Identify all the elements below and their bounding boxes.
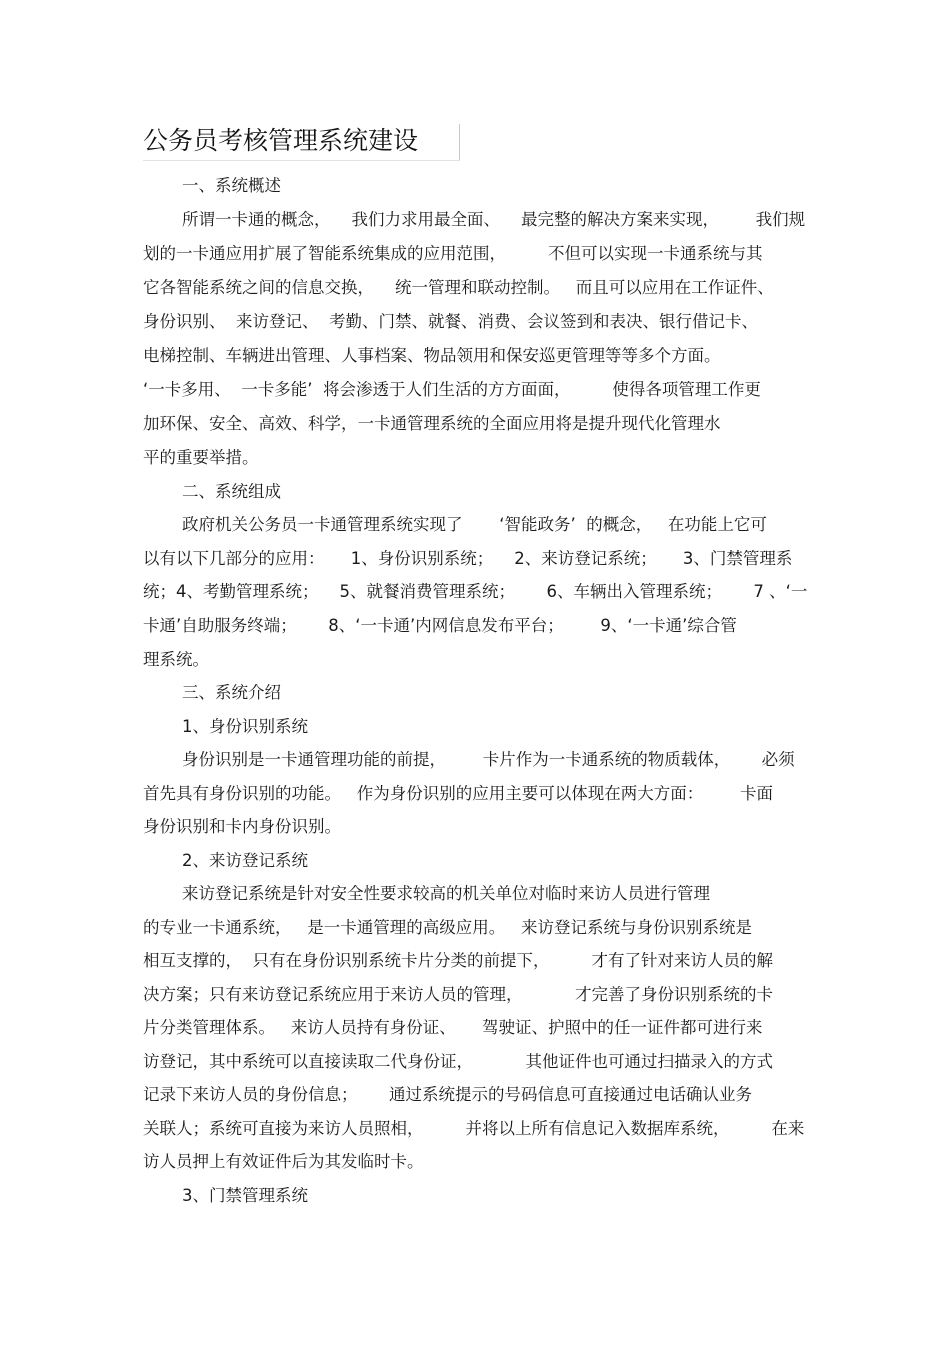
paragraph-line: 统；4、考勤管理系统； 5、就餐消费管理系统； 6、车辆出入管理系统； 7 、‘一 [143,582,808,601]
paragraph-line: 理系统。 [143,650,209,669]
paragraph-line: 身份识别是一卡通管理功能的前提， 卡片作为一卡通系统的物质载体， 必须 [182,750,795,769]
paragraph-line: 电梯控制、车辆进出管理、人事档案、物品领用和保安巡更管理等等多个方面。 [143,346,721,365]
paragraph-line: 身份识别和卡内身份识别。 [143,817,341,836]
paragraph-line: 的专业一卡通系统， 是一卡通管理的高级应用。 来访登记系统与身份识别系统是 [143,918,752,937]
paragraph-line: 决方案；只有来访登记系统应用于来访人员的管理， 才完善了身份识别系统的卡 [143,985,773,1004]
paragraph-line: 来访登记系统是针对安全性要求较高的机关单位对临时来访人员进行管理 [182,884,710,903]
paragraph-line: 记录下来访人员的身份信息； 通过系统提示的号码信息可直接通过电话确认业务 [143,1085,752,1104]
paragraph-line: 相互支撑的， 只有在身份识别系统卡片分类的前提下， 才有了针对来访人员的解 [143,951,773,970]
paragraph-line: 片分类管理体系。 来访人员持有身份证、 驾驶证、护照中的任一证件都可进行来 [143,1018,763,1037]
paragraph-line: 访登记，其中系统可以直接读取二代身份证， 其他证件也可通过扫描录入的方式 [143,1052,773,1071]
subsection-heading-visitor: 2、来访登记系统 [182,851,308,870]
paragraph-line: 平的重要举措。 [143,448,259,467]
paragraph-line: 卡通’自助服务终端； 8、‘一卡通’内网信息发布平台； 9、‘一卡通’综合管 [143,616,737,635]
paragraph-line: 加环保、安全、高效、科学，一卡通管理系统的全面应用将是提升现代化管理水 [143,414,721,433]
paragraph-line: 访人员押上有效证件后为其发临时卡。 [143,1152,424,1171]
page-title: 公务员考核管理系统建设 [143,126,419,155]
section-heading-introduction: 三、系统介绍 [182,683,281,702]
paragraph-line: ‘一卡多用、 一卡多能’ 将会渗透于人们生活的方方面面， 使得各项管理工作更 [143,380,761,399]
paragraph-line: 所谓一卡通的概念， 我们力求用最全面、 最完整的解决方案来实现， 我们规 [182,210,806,229]
section-heading-overview: 一、系统概述 [182,176,281,195]
subsection-heading-identity: 1、身份识别系统 [182,717,308,736]
paragraph-line: 划的一卡通应用扩展了智能系统集成的应用范围， 不但可以实现一卡通系统与其 [143,244,763,263]
section-heading-composition: 二、系统组成 [182,482,281,501]
paragraph-line: 首先具有身份识别的功能。 作为身份识别的应用主要可以体现在两大方面： 卡面 [143,784,773,803]
paragraph-line: 以有以下几部分的应用： 1、身份识别系统； 2、来访登记系统； 3、门禁管理系 [143,549,793,568]
title-box [143,124,460,160]
paragraph-line: 政府机关公务员一卡通管理系统实现了 ‘智能政务’ 的概念， 在功能上它可 [182,515,767,534]
paragraph-line: 它各智能系统之间的信息交换， 统一管理和联动控制。 而且可以应用在工作证件、 [143,278,774,297]
paragraph-line: 关联人；系统可直接为来访人员照相， 并将以上所有信息记入数据库系统， 在来 [143,1119,805,1138]
subsection-heading-access-control: 3、门禁管理系统 [182,1186,308,1205]
paragraph-line: 身份识别、 来访登记、 考勤、门禁、就餐、消费、会议签到和表决、银行借记卡、 [143,312,758,331]
